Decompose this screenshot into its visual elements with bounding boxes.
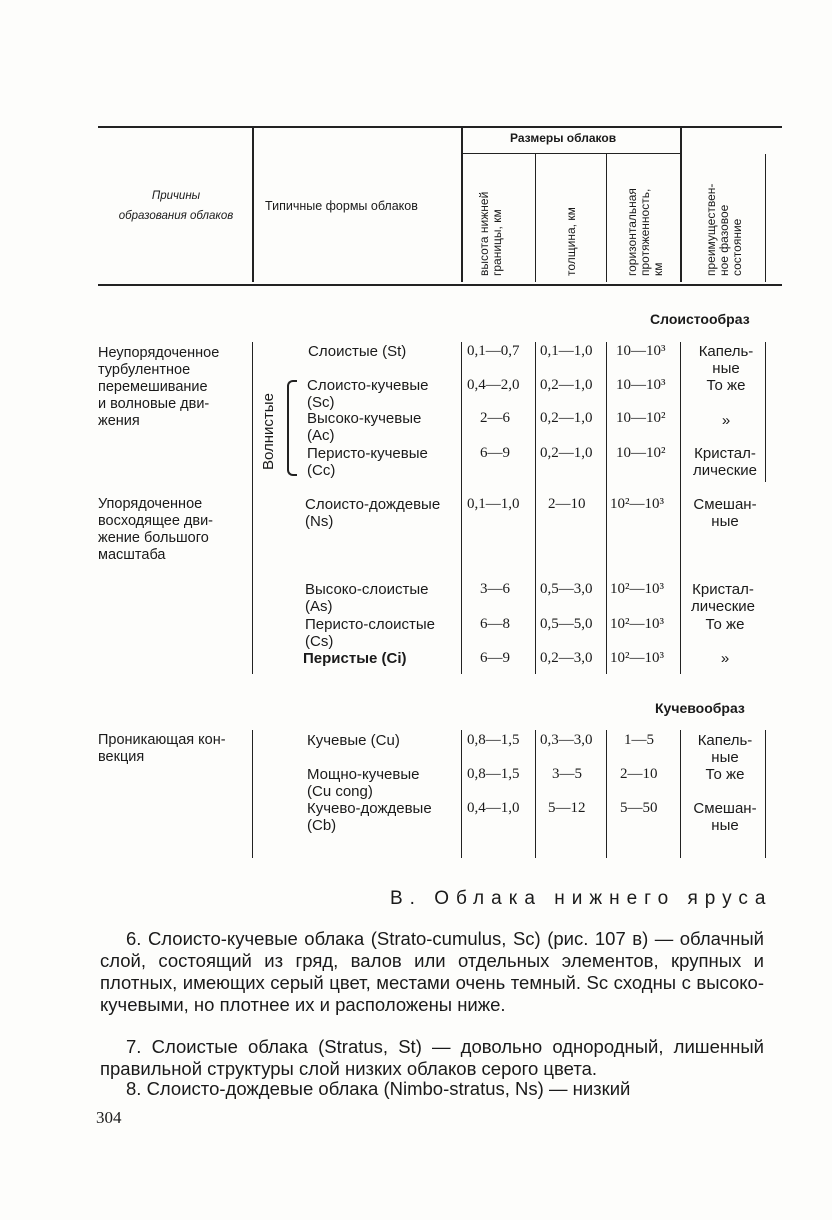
phase-ac: »: [721, 412, 731, 429]
extent-cs: 10²—10³: [610, 616, 664, 632]
extent-ns: 10²—10³: [610, 496, 664, 512]
form-cc: Перисто-кучевые (Cc): [307, 445, 428, 479]
header-divider-5: [680, 128, 682, 282]
form-ac: Высоко-кучевые (Ac): [307, 410, 422, 444]
body2-divider-2: [461, 730, 462, 858]
extent-sc: 10—10³: [616, 377, 666, 393]
header-divider-4: [606, 154, 607, 282]
col-cause-header: Причины образования облаков: [118, 190, 234, 222]
form-ci: Перистые (Ci): [303, 650, 407, 667]
phase-cs: То же: [705, 616, 745, 633]
height-ci: 6—9: [480, 650, 510, 666]
group-bracket: [287, 380, 297, 476]
section-cumuliform: Кучевообраз: [655, 700, 745, 716]
cause-convection: Проникающая кон- векция: [98, 732, 226, 765]
extent-cb: 5—50: [620, 800, 658, 816]
height-cu: 0,8—1,5: [467, 732, 520, 748]
section-heading: В. Облака нижнего яруса: [390, 888, 773, 909]
header-divider-2: [461, 128, 463, 282]
thickness-cb: 5—12: [548, 800, 586, 816]
extent-cu-cong: 2—10: [620, 766, 658, 782]
col-height-header: высота нижней границы, км: [477, 191, 504, 276]
body1-divider-1: [252, 342, 253, 674]
phase-ns: Смешан- ные: [693, 496, 757, 530]
form-cs: Перисто-слоистые (Cs): [305, 616, 436, 650]
section-stratiform: Слоистообраз: [650, 311, 750, 327]
body2-divider-6: [765, 730, 766, 858]
thickness-st: 0,1—1,0: [540, 343, 593, 359]
thickness-as: 0,5—3,0: [540, 581, 593, 597]
phase-cu: Капель- ные: [697, 732, 753, 766]
form-cu-cong: Мощно-кучевые (Cu cong): [307, 766, 420, 800]
extent-cu: 1—5: [624, 732, 654, 748]
form-cu: Кучевые (Cu): [307, 732, 400, 749]
col-phase-header: преимуществен- ное фазовое состояние: [704, 183, 744, 276]
height-cs: 6—8: [480, 616, 510, 632]
thickness-ci: 0,2—3,0: [540, 650, 593, 666]
thickness-sc: 0,2—1,0: [540, 377, 593, 393]
page-number: 304: [96, 1108, 122, 1127]
phase-cc: Кристал- лические: [692, 445, 758, 479]
height-as: 3—6: [480, 581, 510, 597]
body1-divider-5: [680, 342, 681, 674]
group-header-rule: [462, 153, 682, 154]
paragraph-8: 8. Слоисто-дождевые облака (Nimbo-stratus, Ns) — низкий: [126, 1078, 631, 1099]
header-divider-6: [765, 154, 766, 282]
form-as: Высоко-слоистые (As): [305, 581, 429, 615]
extent-ci: 10²—10³: [610, 650, 664, 666]
height-ac: 2—6: [480, 410, 510, 426]
phase-cu-cong: То же: [705, 766, 745, 783]
cause-ordered-ascent: Упорядоченное восходящее дви- жение большого масштаба: [98, 496, 214, 563]
form-sc: Слоисто-кучевые (Sc): [307, 377, 429, 411]
body1-divider-2: [461, 342, 462, 674]
thickness-cu-cong: 3—5: [552, 766, 582, 782]
form-st: Слоистые (St): [308, 343, 407, 360]
extent-as: 10²—10³: [610, 581, 664, 597]
body1-divider-6: [765, 342, 766, 482]
form-ns: Слоисто-дождевые (Ns): [305, 496, 441, 530]
height-cc: 6—9: [480, 445, 510, 461]
height-cu-cong: 0,8—1,5: [467, 766, 520, 782]
col-thickness-header: толщина, км: [564, 207, 578, 276]
thickness-cs: 0,5—5,0: [540, 616, 593, 632]
height-ns: 0,1—1,0: [467, 496, 520, 512]
group-label-undulatus: Волнистые: [260, 393, 277, 470]
thickness-cu: 0,3—3,0: [540, 732, 593, 748]
thickness-ns: 2—10: [548, 496, 586, 512]
height-cb: 0,4—1,0: [467, 800, 520, 816]
header-divider-1: [252, 128, 254, 282]
phase-cb: Смешан- ные: [693, 800, 757, 834]
extent-ac: 10—10²: [616, 410, 666, 426]
height-st: 0,1—0,7: [467, 343, 520, 359]
phase-st: Капель- ные: [698, 343, 754, 377]
phase-sc: То же: [706, 377, 746, 394]
group-title: Размеры облаков: [510, 131, 617, 145]
extent-st: 10—10³: [616, 343, 666, 359]
body1-divider-4: [606, 342, 607, 674]
thickness-cc: 0,2—1,0: [540, 445, 593, 461]
paragraph-7: 7. Слоистые облака (Stratus, St) — довольно однородный, лишенный правильной структуры слой низких облаков серого цвета.: [100, 1036, 764, 1079]
header-divider-3: [535, 154, 536, 282]
cause-turbulent: Неупорядоченное турбулентное перемешивание и волновые дви- жения: [98, 345, 220, 429]
header-bottom-rule: [98, 284, 782, 286]
phase-ci: »: [720, 650, 730, 667]
thickness-ac: 0,2—1,0: [540, 410, 593, 426]
col-extent-header: горизонтальная протяженность, км: [625, 188, 665, 276]
extent-cc: 10—10²: [616, 445, 666, 461]
form-cb: Кучево-дождевые (Cb): [307, 800, 432, 834]
body2-divider-4: [606, 730, 607, 858]
body2-divider-1: [252, 730, 253, 858]
paragraph-6: 6. Слоисто-кучевые облака (Strato-cumulus, Sc) (рис. 107 в) — облачный слой, состоящий из гряд, валов или отдельных элементов, крупных и плотных, имеющих серый цвет, местами очень темный. Sc сходны с высоко-кучевыми, но плотнее их и расположены ниже.: [100, 928, 764, 1015]
body2-divider-3: [535, 730, 536, 858]
col-forms-header: Типичные формы облаков: [265, 199, 418, 213]
body1-divider-3: [535, 342, 536, 674]
body2-divider-5: [680, 730, 681, 858]
height-sc: 0,4—2,0: [467, 377, 520, 393]
phase-as: Кристал- лические: [690, 581, 756, 615]
